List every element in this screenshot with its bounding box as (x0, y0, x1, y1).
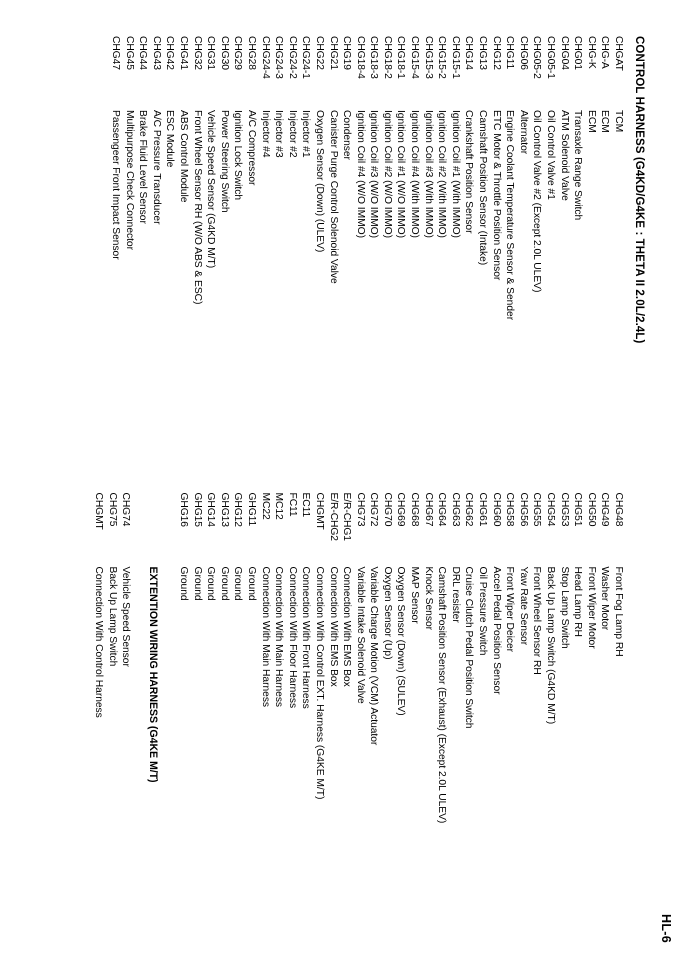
connector-code: CHG44 (137, 36, 149, 70)
connector-code: GHG12 (232, 492, 244, 527)
connector-code: CHG24-1 (300, 36, 312, 79)
connector-row (367, 36, 381, 491)
connector-code: CHG42 (164, 36, 176, 70)
connector-code: CHG67 (422, 492, 434, 527)
connector-description: Condenser (341, 110, 353, 160)
connector-row (543, 36, 557, 491)
connector-row (108, 36, 122, 491)
connector-description: Transaxle Range Switch (572, 110, 584, 221)
right-column (91, 493, 625, 948)
connector-description: ABS Control Module (178, 110, 189, 203)
connector-code: CHG15-1 (449, 36, 461, 79)
connector-row (176, 36, 190, 491)
connector-row (367, 493, 381, 948)
connector-description: Ground (232, 566, 244, 601)
section-heading-label: EXTENTION WIRING HARNESS (G4KE M/T) (146, 566, 159, 783)
connector-description: DRL resister (449, 566, 461, 623)
connector-description: Camshaft Position Sensor (Intake) (477, 110, 489, 266)
connector-code: CHG74 (120, 492, 132, 527)
connector-description: Ignition Coil #1 (With IMMO) (449, 110, 461, 238)
connector-code: CHG56 (517, 492, 529, 527)
connector-description: Oil Control Valve #2 (Except 2.0L ULEV) (531, 110, 543, 293)
connector-code: CHG24-2 (286, 36, 298, 79)
connector-code: CHG58 (504, 492, 516, 527)
page-title: CONTROL HARNESS (G4KD/G4KE : THETA II 2.0L/2.4L) (633, 36, 645, 344)
connector-code: CHG04 (558, 36, 570, 70)
connector-code: CHG61 (477, 492, 489, 527)
connector-code: MC12 (273, 492, 285, 520)
connector-description: Alternator (517, 110, 529, 155)
connector-row (448, 493, 462, 948)
connector-row (557, 36, 571, 491)
connector-description: Connection With Control EXT. Harness (G4KE M/T) (313, 566, 325, 800)
connector-code: CHG69 (395, 492, 407, 527)
connector-row (380, 36, 394, 491)
connector-description: ETC Motor & Throttle Position Sensor (490, 110, 502, 281)
connector-description: Ground (191, 566, 203, 601)
connector-row (421, 36, 435, 491)
spacer-row (132, 493, 146, 948)
connector-description: Oxygen Sensor (Down) (SULEV) (395, 566, 407, 716)
connector-code: E/R-CHG2 (327, 492, 339, 541)
connector-description: Connection With Front Harness (300, 566, 312, 709)
connector-row (489, 493, 503, 948)
connector-description: Canister Purge Control Solenoid Valve (327, 110, 339, 284)
connector-row (611, 493, 625, 948)
connector-row (462, 493, 476, 948)
connector-description: ATM Solenoid Valve (558, 110, 570, 201)
connector-row (503, 36, 517, 491)
connector-row (516, 36, 530, 491)
connector-description: Ground (245, 566, 257, 601)
connector-description: Ignition Coil #2 (With IMMO) (436, 110, 448, 238)
connector-code: CHG51 (572, 492, 584, 527)
connector-row (448, 36, 462, 491)
connector-code: CHG55 (531, 492, 543, 527)
connector-description: Connection With Main Harness (273, 566, 285, 708)
connector-row (312, 493, 326, 948)
connector-row (326, 493, 340, 948)
connector-row (340, 36, 354, 491)
connector-description: Power Steering Switch (218, 110, 230, 213)
connector-description: Engine Coolant Temperature Sensor & Sender (504, 110, 516, 321)
connector-description: Ignition Coil #3 (With IMMO) (422, 110, 434, 238)
connector-row (231, 36, 245, 491)
connector-code: CHG05-2 (531, 36, 543, 79)
connector-code: CHG73 (354, 492, 366, 527)
connector-row (394, 36, 408, 491)
connector-code: GHG16 (178, 492, 189, 527)
connector-description: Ignition Lock Switch (232, 110, 244, 201)
connector-row (149, 36, 163, 491)
connector-code: MC22 (259, 492, 271, 520)
connector-description: Knock Sensor (422, 566, 434, 631)
connector-code: CHG53 (558, 492, 570, 527)
connector-description: Connection With EMS Box (341, 566, 353, 687)
connector-description: A/C Compressor (245, 110, 257, 186)
connector-row (285, 493, 299, 948)
connector-description: Ignition Coil #2 (W/O IMMO) (381, 110, 393, 238)
connector-code: CHG19 (341, 36, 353, 70)
connector-row (516, 493, 530, 948)
connector-code: CHG06 (517, 36, 529, 70)
connector-description: Injector #4 (259, 110, 271, 158)
connector-description: Ignition Coil #1 (W/O IMMO) (395, 110, 407, 238)
connector-description: Ignition Coil #3 (W/O IMMO) (368, 110, 380, 238)
connector-description: TCM (613, 110, 624, 133)
connector-code: GHG11 (245, 492, 257, 527)
connector-code: CHG22 (313, 36, 325, 70)
connector-code: CHG18-2 (381, 36, 393, 79)
connector-code: CHG14 (463, 36, 475, 70)
connector-code: CHG11 (504, 36, 516, 70)
connector-row (408, 493, 422, 948)
connector-code: CHG24-3 (273, 36, 285, 79)
connector-code: CHG-K (585, 36, 597, 69)
connector-description: Oil Pressure Switch (477, 566, 489, 656)
connector-code: CHG01 (572, 36, 584, 70)
connector-description: Connection With Floor Harness (286, 566, 298, 709)
connector-code: CHG75 (106, 492, 118, 527)
connector-description: Vehicle Speed Sensor (120, 566, 132, 667)
connector-description: Ignition Coil #4 (W/O IMMO) (354, 110, 366, 238)
connector-description: Multipurpose Check Connector (123, 110, 135, 250)
connector-code: GHG15 (191, 492, 203, 527)
spacer-row (163, 493, 177, 948)
connector-row (105, 493, 119, 948)
connector-row (190, 493, 204, 948)
connector-row (435, 36, 449, 491)
connector-code: CHG15-3 (422, 36, 434, 79)
connector-description: ECM (599, 110, 611, 133)
connector-row (380, 493, 394, 948)
section-heading (146, 493, 163, 948)
connector-code: CHG50 (585, 492, 597, 527)
connector-code: CHG68 (409, 492, 421, 527)
connector-row (299, 36, 313, 491)
connector-description: Back Up Lamp Switch (106, 566, 118, 667)
connector-description: Back Up Lamp Switch (G4KD M/T) (545, 566, 557, 725)
connector-description: MAP Sensor (409, 566, 421, 624)
connector-code: CHG64 (436, 492, 448, 527)
connector-description: Camshaft Position Sensor (Exhaust) (Except 2.0L ULEV) (436, 566, 448, 824)
connector-row (217, 493, 231, 948)
connector-list-columns (91, 36, 625, 947)
connector-description: Washer Motor (599, 566, 611, 631)
connector-code: CHG29 (232, 36, 244, 70)
connector-description: Connection With Main Harness (259, 566, 271, 708)
connector-description: Front Wiper Deicer (504, 566, 516, 652)
connector-row (190, 36, 204, 491)
connector-description: ECM (585, 110, 597, 133)
connector-row (530, 493, 544, 948)
connector-row (299, 493, 313, 948)
connector-row (571, 493, 585, 948)
connector-row (584, 493, 598, 948)
connector-code: CHG28 (245, 36, 257, 70)
connector-description: Ground (205, 566, 217, 601)
connector-row (489, 36, 503, 491)
connector-description: Front Wheel Sensor RH (W/O ABS & ESC) (191, 110, 203, 305)
connector-row (543, 493, 557, 948)
connector-row (258, 493, 272, 948)
connector-code: CHG45 (123, 36, 135, 70)
left-column (91, 36, 625, 491)
connector-description: Head Lamp RH (572, 566, 584, 637)
connector-description: Cruise Clutch Pedal Position Switch (463, 566, 475, 729)
connector-code: CHG47 (110, 36, 122, 70)
connector-row (353, 493, 367, 948)
connector-description: Stop Lamp Switch (558, 566, 570, 649)
connector-code: CHG13 (477, 36, 489, 70)
connector-code: E/R-CHG1 (341, 492, 353, 541)
connector-code: CHGMT (313, 492, 325, 530)
connector-code: CHG60 (490, 492, 502, 527)
connector-description: Front Fog Lamp RH (613, 566, 624, 657)
connector-description: Connection With EMS Box (327, 566, 339, 687)
connector-row (475, 36, 489, 491)
connector-description: Oil Control Valve #1 (545, 110, 557, 200)
connector-row (353, 36, 367, 491)
connector-row (204, 493, 218, 948)
connector-code: CHG24-4 (259, 36, 271, 79)
connector-row (584, 36, 598, 491)
connector-row (475, 493, 489, 948)
connector-row (557, 493, 571, 948)
connector-code: CHG43 (150, 36, 162, 70)
connector-code: CHG70 (381, 492, 393, 527)
connector-row (272, 493, 286, 948)
connector-code: CHG31 (205, 36, 217, 70)
connector-code: CHG18-4 (354, 36, 366, 79)
connector-row (244, 493, 258, 948)
connector-row (394, 493, 408, 948)
connector-row (598, 493, 612, 948)
connector-description: Injector #2 (286, 110, 298, 158)
connector-description: Accel Pedal Position Sensor (490, 566, 502, 695)
connector-row (231, 493, 245, 948)
connector-row (136, 36, 150, 491)
connector-row (421, 493, 435, 948)
connector-code: CHG12 (490, 36, 502, 70)
connector-code: CHG15-4 (409, 36, 421, 79)
connector-row (204, 36, 218, 491)
connector-code: GHG13 (218, 492, 230, 527)
connector-row (272, 36, 286, 491)
connector-row (530, 36, 544, 491)
connector-code: CHG15-2 (436, 36, 448, 79)
connector-row (598, 36, 612, 491)
connector-description: Passengeer Front Impact Sensor (110, 110, 122, 260)
connector-row (435, 493, 449, 948)
connector-description: Oxygen Sensor (Down) (ULEV) (313, 110, 325, 253)
connector-code: EC11 (300, 492, 312, 518)
connector-description: Front Wiper Motor (585, 566, 597, 649)
connector-description: Variable Intake Solenoid Valve (354, 566, 366, 704)
page-number: HL-6 (659, 914, 673, 943)
connector-description: Brake Fluid Level Sensor (137, 110, 149, 224)
connector-code: CHG21 (327, 36, 339, 70)
connector-description: Oxygen Sensor (Up) (381, 566, 393, 660)
connector-row (244, 36, 258, 491)
connector-row (503, 493, 517, 948)
connector-code: CHG-A (599, 36, 611, 69)
connector-code: CHG30 (218, 36, 230, 70)
connector-row (217, 36, 231, 491)
connector-code: CHGAT (613, 36, 624, 71)
connector-row (122, 36, 136, 491)
connector-description: Connection With Control Harness (93, 566, 105, 718)
connector-code: CHG49 (599, 492, 611, 527)
connector-row (571, 36, 585, 491)
connector-row (462, 36, 476, 491)
connector-code: CHG48 (613, 492, 624, 527)
connector-description: ESC Module (164, 110, 176, 168)
connector-description: Ground (218, 566, 230, 601)
connector-code: CHG41 (178, 36, 189, 70)
connector-code: FC11 (286, 492, 298, 517)
connector-description: Yaw Rate Sensor (517, 566, 529, 646)
connector-code: CHG32 (191, 36, 203, 70)
connector-description: Injector #3 (273, 110, 285, 158)
connector-code: CHG54 (545, 492, 557, 527)
connector-code: CHG62 (463, 492, 475, 527)
connector-code: CHG72 (368, 492, 380, 527)
connector-description: Crankshaft Position Sensor (463, 110, 475, 234)
connector-code: CHGMT (93, 492, 105, 530)
connector-code: GHG14 (205, 492, 217, 527)
connector-row (408, 36, 422, 491)
connector-description: Vehicle Speed Sensor (G4KD M/T) (205, 110, 217, 269)
connector-code: CHG05-1 (545, 36, 557, 79)
connector-row (611, 36, 625, 491)
connector-description: Injector #1 (300, 110, 312, 158)
connector-code: CHG63 (449, 492, 461, 527)
connector-row (312, 36, 326, 491)
connector-description: A/C Pressure Transducer (150, 110, 162, 225)
connector-description: Front Wheel Sensor RH (531, 566, 543, 675)
connector-row (163, 36, 177, 491)
connector-row (119, 493, 133, 948)
connector-row (326, 36, 340, 491)
connector-code: CHG18-3 (368, 36, 380, 79)
connector-code: CHG18-1 (395, 36, 407, 79)
connector-description: Variable Charge Motion (VCM) Actuator (368, 566, 380, 746)
connector-row (285, 36, 299, 491)
connector-row (91, 493, 105, 948)
connector-description: Ground (178, 566, 189, 601)
connector-description: Ignition Coil #4 (With IMMO) (409, 110, 421, 238)
connector-row (176, 493, 190, 948)
connector-row (258, 36, 272, 491)
connector-row (340, 493, 354, 948)
